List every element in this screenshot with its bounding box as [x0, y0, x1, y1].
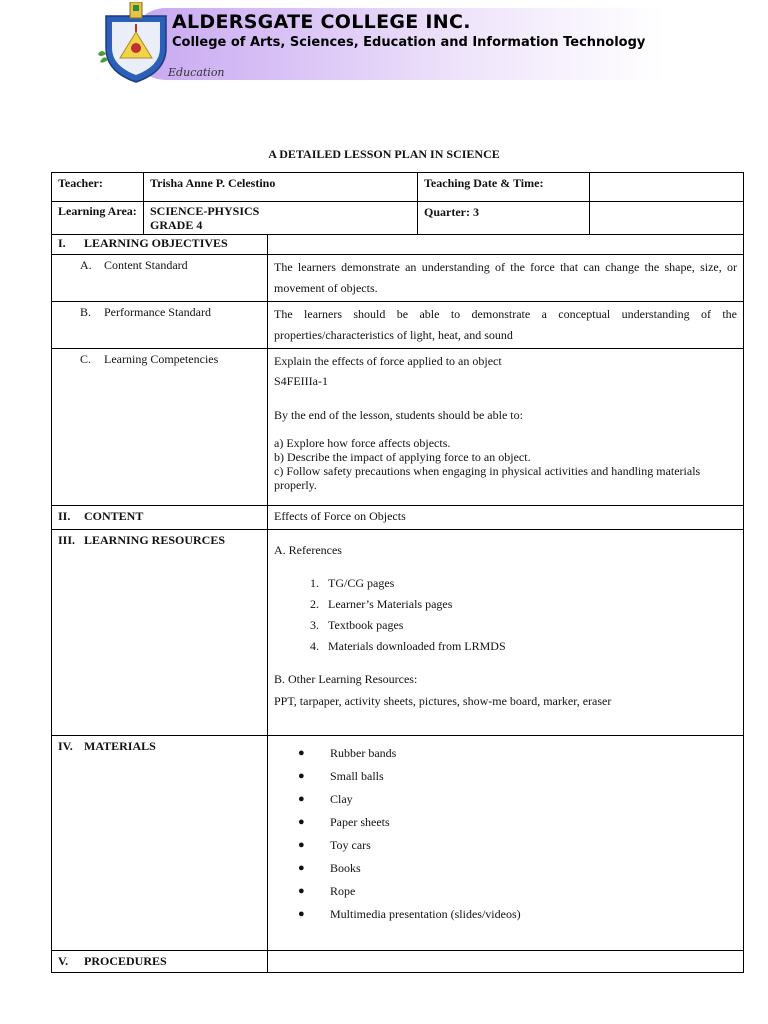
competency-code: S4FEIIIa-1 — [274, 374, 328, 388]
reference-item: 3. Textbook pages — [322, 615, 737, 636]
competencies-label — [52, 349, 268, 506]
college-seal-logo — [94, 2, 178, 86]
material-item: ● Toy cars — [322, 834, 737, 857]
resources-heading — [52, 530, 268, 736]
reference-item: 2. Learner’s Materials pages — [322, 594, 737, 615]
other-resources-text: PPT, tarpaper, activity sheets, pictures, show-me board, marker, eraser — [274, 693, 612, 708]
college-name: ALDERSGATE COLLEGE INC. — [172, 11, 471, 33]
materials-content — [268, 736, 744, 951]
procedures-row — [52, 951, 744, 973]
performance-standard-label-text: Performance Standard — [104, 305, 211, 319]
competency-b: b) Describe the impact of applying force to an object. — [274, 450, 531, 465]
date-label: Teaching Date & Time: — [418, 173, 590, 202]
material-item: ● Books — [322, 857, 737, 880]
material-item: ● Clay — [322, 788, 737, 811]
materials-heading — [52, 736, 268, 951]
teacher-label: Teacher: — [52, 173, 144, 202]
materials-list — [274, 742, 737, 926]
teacher-row — [52, 173, 744, 202]
material-item: ● Paper sheets — [322, 811, 737, 834]
competency-intro: By the end of the lesson, students should be able to: — [274, 408, 523, 422]
performance-standard-letter: B. — [80, 305, 92, 319]
content-standard-row — [52, 255, 744, 302]
objectives-heading-row — [52, 235, 744, 255]
objectives-heading — [52, 235, 268, 255]
materials-row — [52, 736, 744, 951]
content-num: II. — [58, 509, 71, 523]
learning-area-row — [52, 202, 744, 235]
lesson-plan-table — [51, 172, 744, 973]
objectives-num: I. — [58, 236, 66, 250]
resources-row — [52, 530, 744, 736]
material-item: ● Multimedia presentation (slides/videos) — [322, 903, 737, 926]
procedures-heading — [52, 951, 268, 973]
document-title: A DETAILED LESSON PLAN IN SCIENCE — [268, 147, 500, 161]
area-value-subject: SCIENCE-PHYSICS — [150, 204, 260, 218]
competencies-label-text: Learning Competencies — [104, 352, 219, 366]
procedures-title: PROCEDURES — [84, 954, 167, 968]
content-standard-label-text: Content Standard — [104, 258, 188, 272]
resources-num: III. — [58, 533, 76, 547]
area-label: Learning Area: — [52, 202, 144, 235]
college-script-text: Education — [168, 66, 225, 79]
competencies-letter: C. — [80, 352, 92, 366]
area-value — [144, 202, 418, 235]
content-text: Effects of Force on Objects — [268, 506, 744, 530]
procedures-blank — [268, 951, 744, 973]
content-title: CONTENT — [84, 509, 144, 523]
competency-line: Explain the effects of force applied to an object — [274, 354, 502, 368]
area-value-grade: GRADE 4 — [150, 218, 203, 232]
quarter-label: Quarter: 3 — [418, 202, 590, 235]
competencies-content — [268, 349, 744, 506]
performance-standard-row — [52, 302, 744, 349]
content-standard-label — [52, 255, 268, 302]
content-heading — [52, 506, 268, 530]
college-subtitle: College of Arts, Sciences, Education and Information Technology — [172, 35, 646, 50]
references-heading: A. References — [274, 543, 342, 557]
objectives-title: LEARNING OBJECTIVES — [84, 236, 228, 250]
procedures-num: V. — [58, 954, 69, 968]
reference-item: 1. TG/CG pages — [322, 573, 737, 594]
objectives-heading-blank — [268, 235, 744, 255]
performance-standard-text: The learners should be able to demonstrate a conceptual understanding of the properties/characteristics of light, heat, and sound — [268, 302, 744, 349]
teacher-value: Trisha Anne P. Celestino — [144, 173, 418, 202]
material-item: ● Small balls — [322, 765, 737, 788]
content-standard-text: The learners demonstrate an understanding of the force that can change the shape, size, or movement of objects. — [268, 255, 744, 302]
resources-content — [268, 530, 744, 736]
references-list — [274, 573, 737, 657]
quarter-value — [590, 202, 744, 235]
other-resources-heading: B. Other Learning Resources: — [274, 672, 418, 687]
materials-num: IV. — [58, 739, 73, 753]
material-item: ● Rope — [322, 880, 737, 903]
competency-a: a) Explore how force affects objects. — [274, 436, 451, 451]
content-row — [52, 506, 744, 530]
content-standard-letter: A. — [80, 258, 92, 272]
competencies-row — [52, 349, 744, 506]
resources-title: LEARNING RESOURCES — [84, 533, 226, 547]
reference-item: 4. Materials downloaded from LRMDS — [322, 636, 737, 657]
competency-c: c) Follow safety precautions when engaging in physical activities and handling materials properly. — [274, 464, 701, 493]
performance-standard-label — [52, 302, 268, 349]
material-item: ● Rubber bands — [322, 742, 737, 765]
date-value — [590, 173, 744, 202]
materials-title: MATERIALS — [84, 739, 156, 753]
